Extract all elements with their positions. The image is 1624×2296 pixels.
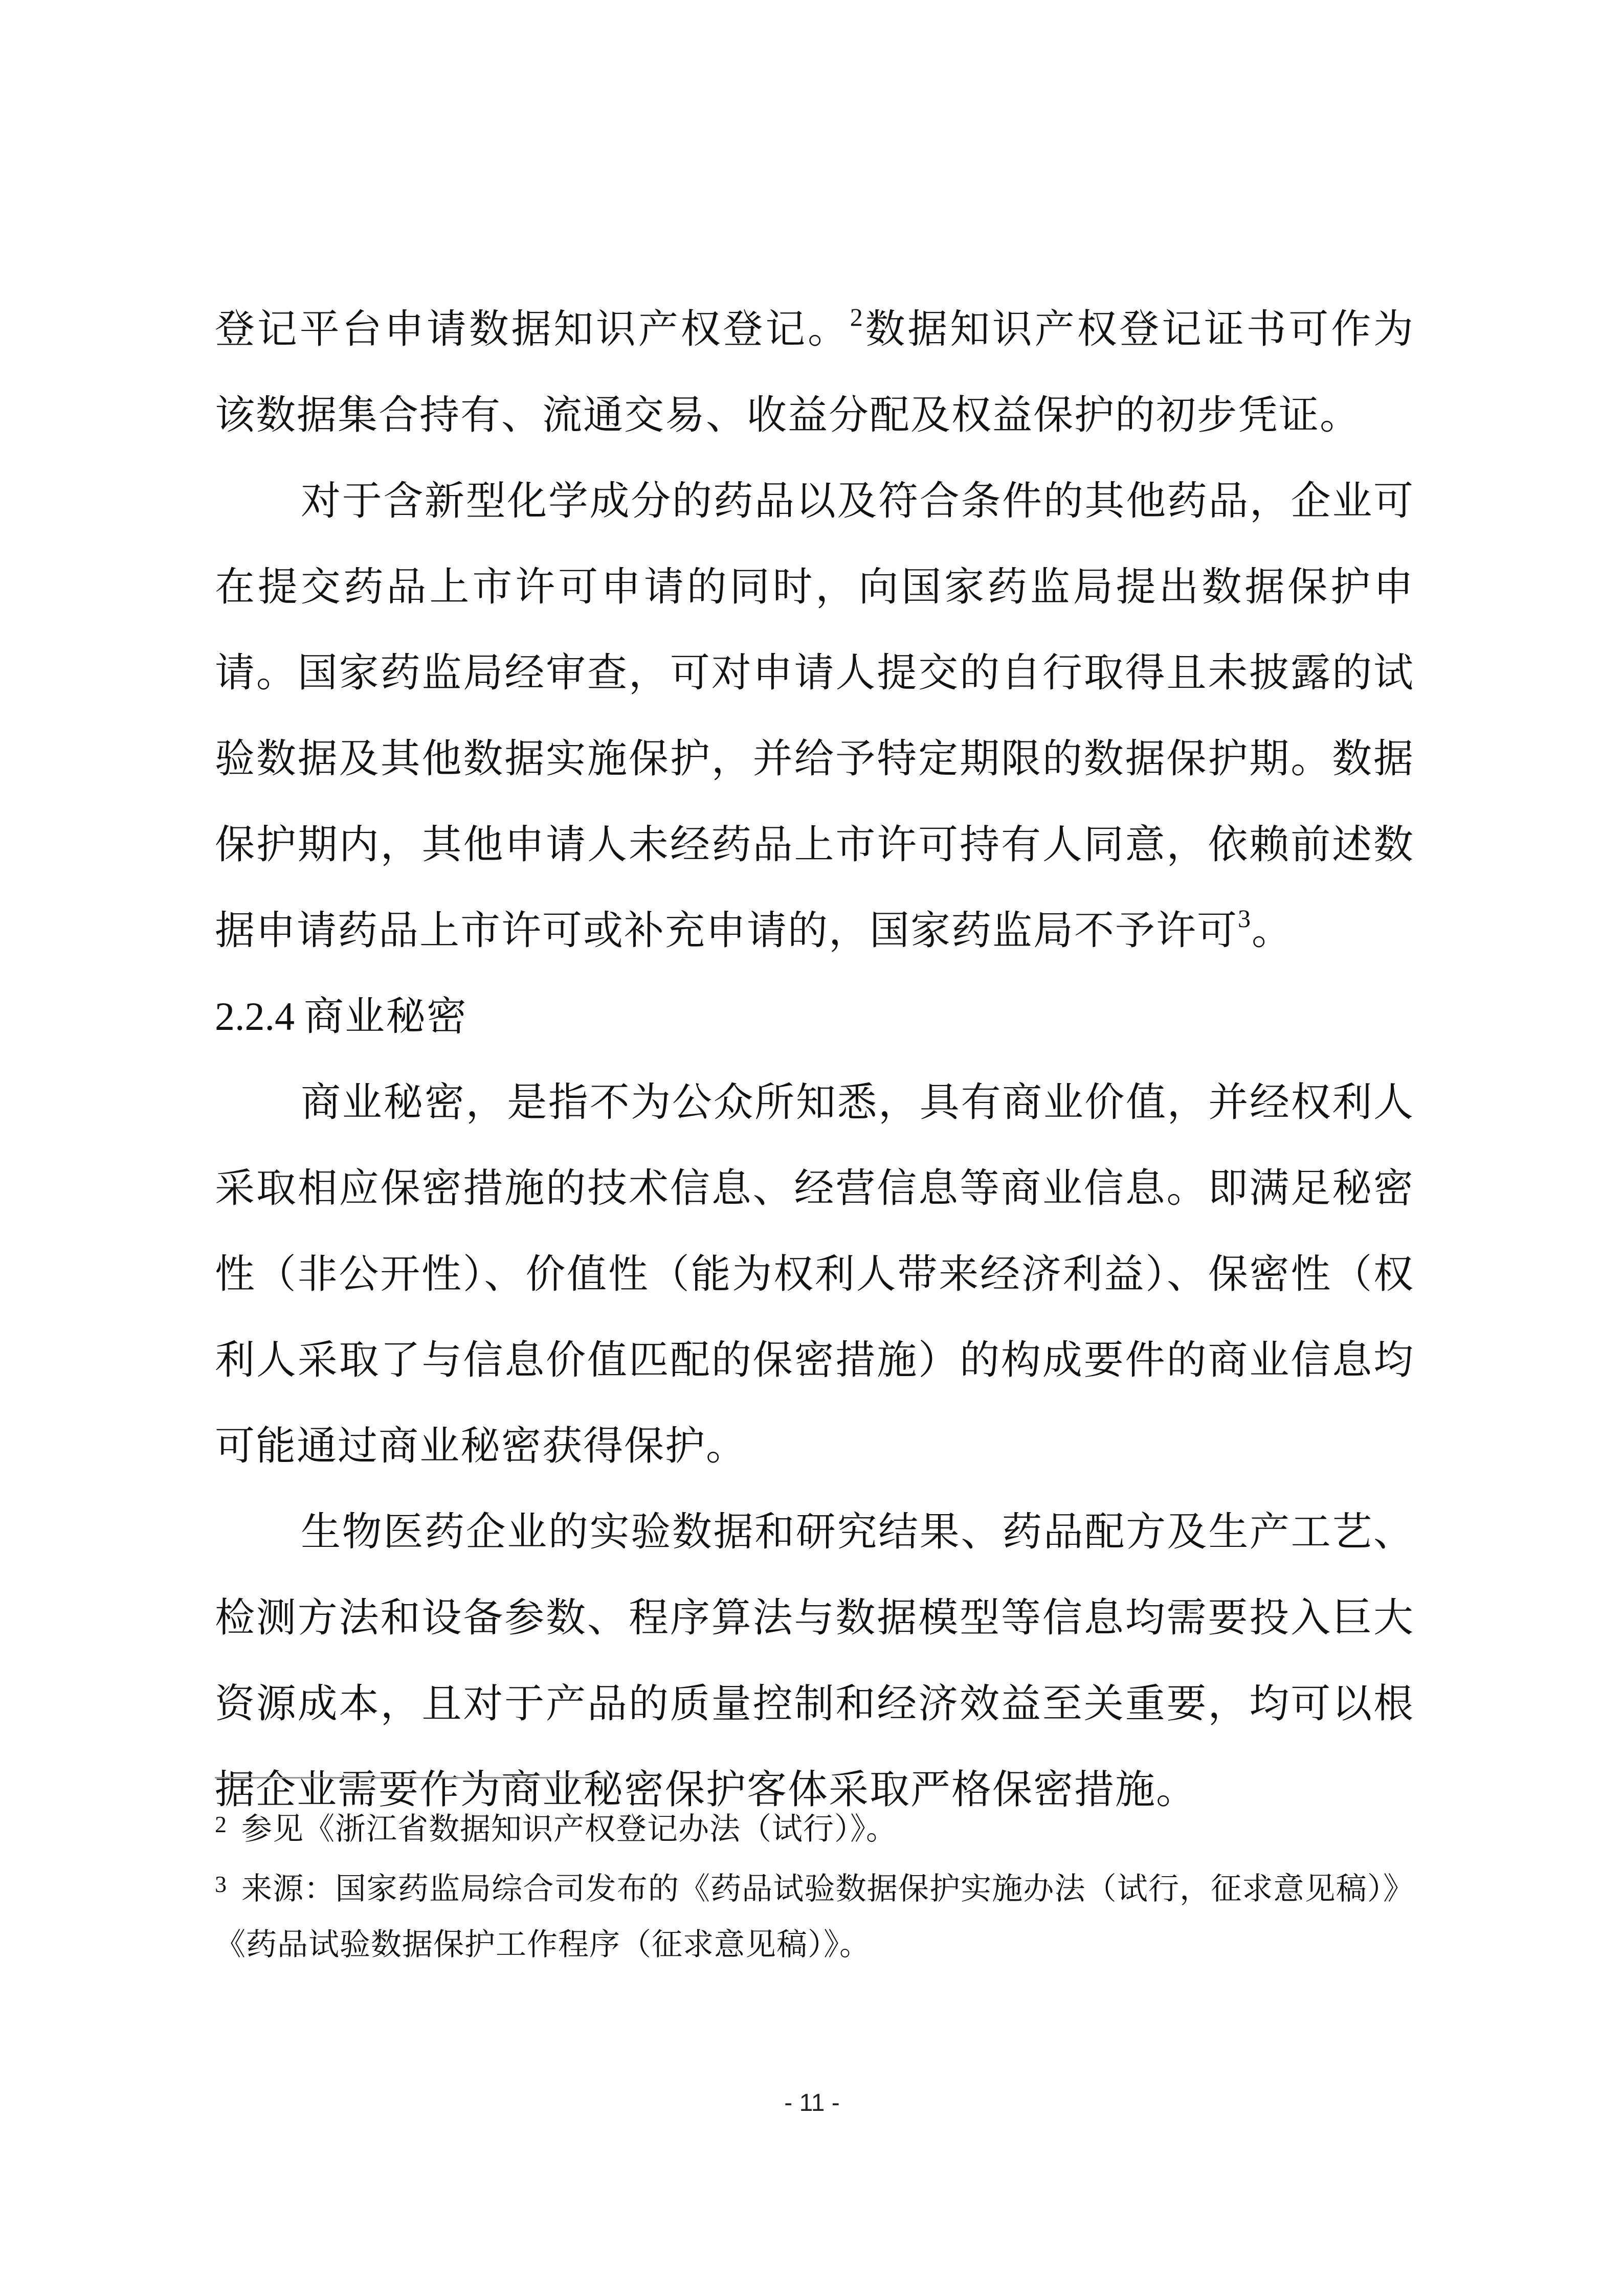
- footnote-ref-2[interactable]: 2: [850, 303, 864, 331]
- paragraph-text: 数据知识产权登记证书可作为该数据集合持有、流通交易、收益分配及权益保护的初步凭证。: [215, 306, 1414, 438]
- paragraph-end: 。: [1252, 908, 1293, 954]
- body-text: [215, 286, 1414, 1833]
- paragraph-data-protection: [215, 458, 1414, 974]
- footnote-text: 来源：国家药监局综合司发布的《药品试验数据保护实施办法（试行，征求意见稿）》《药品试验数据保护工作程序（征求意见稿）》。: [215, 1871, 1414, 1963]
- section-title: 商业秘密: [304, 994, 468, 1040]
- footnote-2: [215, 1803, 1414, 1858]
- paragraph-text: 商业秘密，是指不为公众所知悉，具有商业价值，并经权利人采取相应保密措施的技术信息、经营信息等商业信息。即满足秘密性（非公开性）、价值性（能为权利人带来经济利益）、保密性（权利人采取了与信息价值匹配的保密措施）的构成要件的商业信息均可能通过商业秘密获得保护。: [215, 1079, 1414, 1469]
- footnote-mark: 2: [215, 1811, 227, 1837]
- paragraph-text: 登记平台申请数据知识产权登记。: [215, 306, 850, 352]
- footnote-separator: [215, 1777, 609, 1779]
- paragraph-text: 生物医药企业的实验数据和研究结果、药品配方及生产工艺、检测方法和设备参数、程序算法与数据模型等信息均需要投入巨大资源成本，且对于产品的质量控制和经济效益至关重要，均可以根据企业需要作为商业秘密保护客体采取严格保密措施。: [215, 1509, 1414, 1813]
- footnote-mark: 3: [215, 1871, 227, 1897]
- footnote-3: [215, 1862, 1414, 1971]
- paragraph-trade-secret-definition: [215, 1060, 1414, 1489]
- section-number: 2.2.4: [215, 994, 295, 1039]
- footnote-text: 参见《浙江省数据知识产权登记办法（试行）》。: [241, 1811, 897, 1847]
- section-heading-trade-secrets: [215, 974, 1414, 1060]
- paragraph-registration-certificate: [215, 286, 1414, 458]
- paragraph-text: 对于含新型化学成分的药品以及符合条件的其他药品，企业可在提交药品上市许可申请的同时，向国家药监局提出数据保护申请。国家药监局经审查，可对申请人提交的自行取得且未披露的试验数据及其他数据实施保护，并给予特定期限的数据保护期。数据保护期内，其他申请人未经药品上市许可持有人同意，依赖前述数据申请药品上市许可或补充申请的，国家药监局不予许可: [215, 478, 1414, 954]
- paragraph-biopharma-trade-secrets: [215, 1489, 1414, 1833]
- page-number: - 11 -: [784, 2089, 840, 2117]
- footnotes: [215, 1803, 1414, 1975]
- footnote-ref-3[interactable]: 3: [1238, 904, 1252, 933]
